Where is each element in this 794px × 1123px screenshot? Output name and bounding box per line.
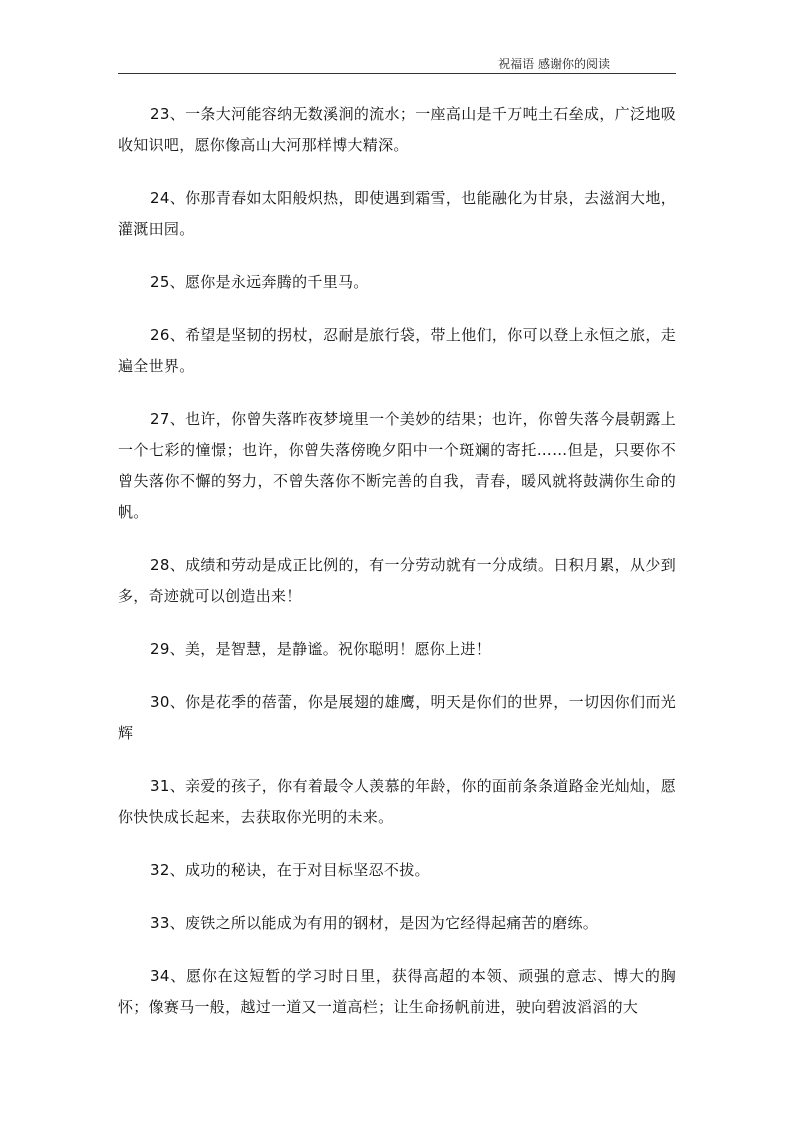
paragraph-27: 27、也许，你曾失落昨夜梦境里一个美妙的结果；也许，你曾失落今晨朝露上一个七彩的憧憬；也许，你曾失落傍晚夕阳中一个斑斓的寄托……但是，只要你不曾失落你不懈的努力，不曾失落你不断完善的自我，青春，暖风就将鼓满你生命的帆。 — [118, 410, 676, 521]
paragraph-30: 30、你是花季的蓓蕾，你是展翅的雄鹰，明天是你们的世界，一切因你们而光辉 — [118, 693, 676, 742]
paragraph-29: 29、美，是智慧，是静谧。祝你聪明！愿你上进！ — [150, 640, 491, 658]
paragraph-24: 24、你那青春如太阳般炽热，即使遇到霜雪，也能融化为甘泉，去滋润大地，灌溉田园。 — [118, 189, 676, 238]
paragraph-23: 23、一条大河能容纳无数溪涧的流水；一座高山是千万吨土石垒成，广泛地吸收知识吧，愿你像高山大河那样博大精深。 — [118, 105, 676, 154]
paragraph-25: 25、愿你是永远奔腾的千里马。 — [150, 273, 369, 291]
header-divider — [118, 73, 676, 74]
paragraph-26: 26、希望是坚韧的拐杖，忍耐是旅行袋，带上他们，你可以登上永恒之旅，走遍全世界。 — [118, 326, 676, 375]
header-text: 祝福语 感谢你的阅读 — [498, 57, 610, 71]
paragraph-32: 32、成功的秘诀，在于对目标坚忍不拔。 — [150, 861, 430, 879]
paragraph-28: 28、成绩和劳动是成正比例的，有一分劳动就有一分成绩。日积月累，从少到多，奇迹就可以创造出来！ — [118, 556, 676, 605]
paragraph-34: 34、愿你在这短暂的学习时日里，获得高超的本领、顽强的意志、博大的胸怀；像赛马一般，越过一道又一道高栏；让生命扬帆前进，驶向碧波滔滔的大 — [118, 967, 676, 1016]
paragraph-33: 33、废铁之所以能成为有用的钢材，是因为它经得起痛苦的磨练。 — [150, 914, 599, 932]
document-body — [118, 99, 676, 1045]
page-header — [118, 54, 676, 74]
paragraph-31: 31、亲爱的孩子，你有着最令人羡慕的年龄，你的面前条条道路金光灿灿，愿你快快成长起来，去获取你光明的未来。 — [118, 777, 676, 826]
